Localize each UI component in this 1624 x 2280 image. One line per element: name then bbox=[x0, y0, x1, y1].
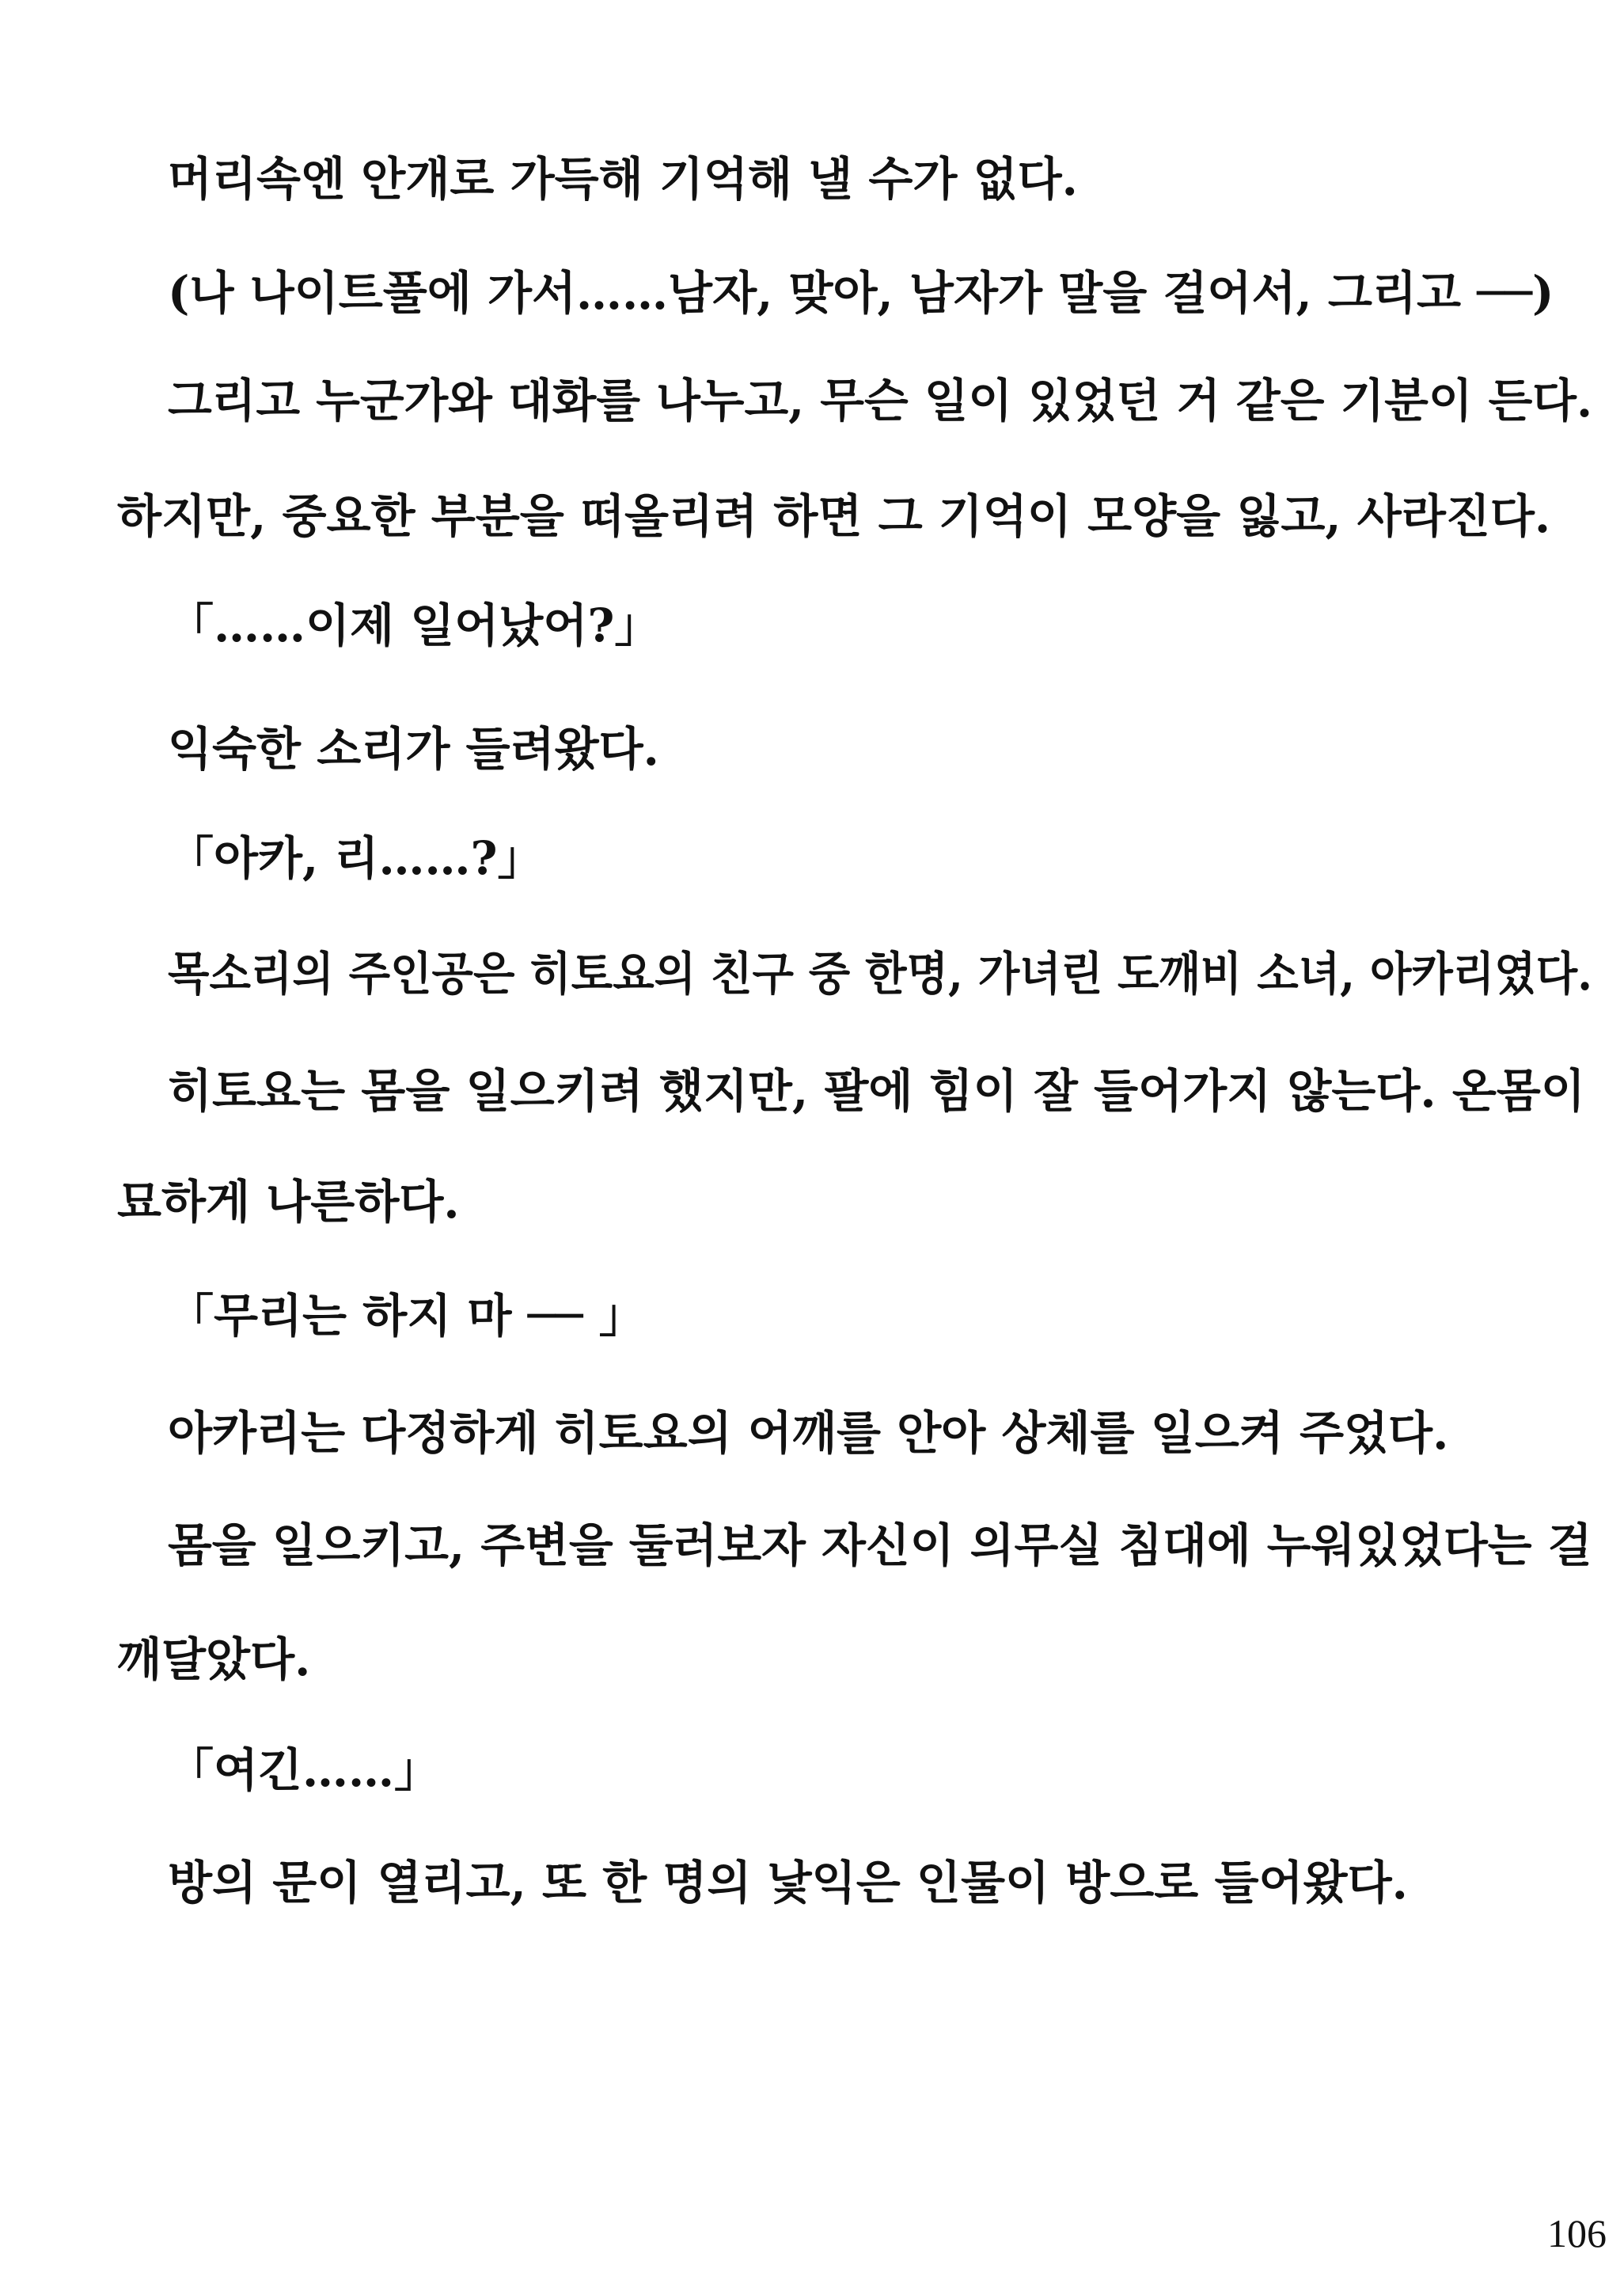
text-line: 묘하게 나른하다. bbox=[117, 1175, 460, 1229]
text-line: 히토요는 몸을 일으키려 했지만, 팔에 힘이 잘 들어가지 않는다. 온몸이 bbox=[168, 1064, 1585, 1118]
dialogue-line: 「아카, 리……?」 bbox=[168, 831, 544, 885]
text-line: 하지만, 중요한 부분을 떠올리려 하면 그 기억이 모양을 잃고, 사라진다. bbox=[117, 489, 1551, 543]
page-number: 106 bbox=[1547, 2211, 1607, 2255]
text-line: 익숙한 소리가 들려왔다. bbox=[168, 722, 659, 776]
text-line: 방의 문이 열리고, 또 한 명의 낯익은 인물이 방으로 들어왔다. bbox=[168, 1856, 1408, 1910]
dialogue-line: 「여긴……」 bbox=[168, 1743, 441, 1797]
dialogue-line: 「……이제 일어났어?」 bbox=[168, 598, 661, 652]
dialogue-line: 「무리는 하지 마 ── 」 bbox=[168, 1289, 645, 1343]
text-line: 목소리의 주인공은 히토요의 친구 중 한명, 가녀린 도깨비 소녀, 아카리였다. bbox=[168, 947, 1593, 1001]
text-line: 머리속엔 안개로 가득해 기억해 낼 수가 없다. bbox=[168, 152, 1078, 206]
text-line: 몸을 일으키고, 주변을 둘러보자 자신이 의무실 침대에 누워있었다는 걸 bbox=[168, 1518, 1592, 1572]
text-line: 아카리는 다정하게 히토요의 어깨를 안아 상체를 일으켜 주었다. bbox=[168, 1406, 1449, 1460]
text-line: 깨달았다. bbox=[117, 1632, 311, 1686]
text-line: 그리고 누군가와 대화를 나누고, 무슨 일이 있었던 거 같은 기분이 든다. bbox=[168, 374, 1593, 428]
text-line: (나 나이트풀에 가서……남자, 맞아, 남자가 말을 걸어서, 그리고 ──) bbox=[168, 266, 1554, 320]
